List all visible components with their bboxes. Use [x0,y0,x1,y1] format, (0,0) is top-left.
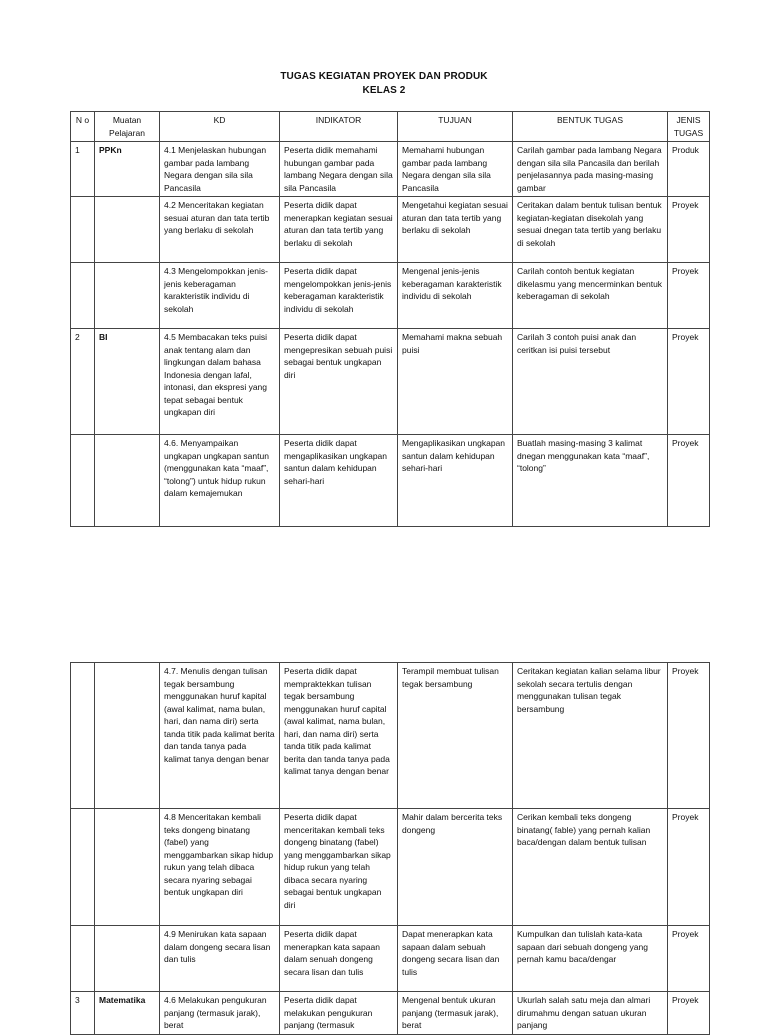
cell-no [71,263,95,329]
cell-no: 2 [71,329,95,435]
cell-kd: 4.6. Menyampaikan ungkapan ungkapan santun (menggunakan kata “maaf”, “tolong”) untuk hidup rukun dalam kemajemukan [160,435,280,527]
cell-bentuk-tugas: Cerikan kembali teks dongeng binatang( fable) yang pernah kalian baca/dengan dalam bentuk tulisan [513,809,668,926]
table-row [71,926,710,992]
table-row [71,663,710,809]
cell-muatan [95,809,160,926]
table-row [71,142,710,197]
cell-jenis-tugas: Proyek [668,663,710,809]
table-row [71,329,710,435]
header-tujuan: TUJUAN [398,112,513,142]
header-bentuk-tugas: BENTUK TUGAS [513,112,668,142]
table-row [71,435,710,527]
cell-muatan: BI [95,329,160,435]
cell-indikator: Peserta didik dapat mempraktekkan tulisan tegak bersambung menggunakan huruf capital (awal kalimat, nama bulan, hari, dan nama diri) serta tanda titik pada kalimat berita dan tanda tanya pada kalimat tanya dengan benar [280,663,398,809]
table-row [71,263,710,329]
cell-muatan [95,263,160,329]
cell-bentuk-tugas: Ceritakan dalam bentuk tulisan bentuk kegiatan-kegiatan disekolah yang sesuai dnegan tata tertib yang berlaku di sekolah [513,197,668,263]
cell-kd: 4.3 Mengelompokkan jenis-jenis keberagaman karakteristik individu di sekolah [160,263,280,329]
cell-kd: 4.2 Menceritakan kegiatan sesuai aturan dan tata tertib yang berlaku di sekolah [160,197,280,263]
cell-muatan [95,926,160,992]
header-no: N o [71,112,95,142]
cell-indikator: Peserta didik dapat melakukan pengukuran panjang (termasuk [280,992,398,1035]
cell-jenis-tugas: Proyek [668,263,710,329]
cell-kd: 4.8 Menceritakan kembali teks dongeng binatang (fabel) yang menggambarkan sikap hidup rukun yang telah dibaca secara nyaring sebagai bentuk ungkapan diri [160,809,280,926]
cell-tujuan: Memahami makna sebuah puisi [398,329,513,435]
cell-kd: 4.9 Menirukan kata sapaan dalam dongeng secara lisan dan tulis [160,926,280,992]
cell-tujuan: Terampil membuat tulisan tegak bersambung [398,663,513,809]
cell-muatan [95,663,160,809]
cell-jenis-tugas: Proyek [668,435,710,527]
cell-bentuk-tugas: Ceritakan kegiatan kalian selama libur sekolah secara tertulis dengan menggunakan tulisan tegak bersambung [513,663,668,809]
cell-muatan [95,197,160,263]
cell-jenis-tugas: Produk [668,142,710,197]
header-indikator: INDIKATOR [280,112,398,142]
cell-no: 3 [71,992,95,1035]
cell-indikator: Peserta didik dapat mengepresikan sebuah puisi sebagai bentuk ungkapan diri [280,329,398,435]
header-muatan: Muatan Pelajaran [95,112,160,142]
table-page-2 [70,662,710,1035]
cell-no [71,926,95,992]
cell-no [71,809,95,926]
cell-kd: 4.7. Menulis dengan tulisan tegak bersambung menggunakan huruf kapital (awal kalimat, nama bulan, hari, dan nama diri) serta tanda titik pada kalimat berita dan tanda tanya pada kalimat tanya dengan benar [160,663,280,809]
cell-bentuk-tugas: Carilah gambar pada lambang Negara dengan sila sila Pancasila dan berilah penjelasannya pada masing-masing gambar [513,142,668,197]
table-row [71,992,710,1035]
cell-kd: 4.1 Menjelaskan hubungan gambar pada lambang Negara dengan sila sila Pancasila [160,142,280,197]
table-row [71,197,710,263]
cell-bentuk-tugas: Ukurlah salah satu meja dan almari dirumahmu dengan satuan ukuran panjang [513,992,668,1035]
table-row [71,809,710,926]
cell-bentuk-tugas: Carilah 3 contoh puisi anak dan ceritkan isi puisi tersebut [513,329,668,435]
header-kd: KD [160,112,280,142]
cell-kd: 4.5 Membacakan teks puisi anak tentang alam dan lingkungan dalam bahasa Indonesia dengan lafal, intonasi, dan ekspresi yang tepat sebagai bentuk ungkapan diri [160,329,280,435]
cell-tujuan: Memahami hubungan gambar pada lambang Negara dengan sila sila Pancasila [398,142,513,197]
cell-tujuan: Mengenal jenis-jenis keberagaman karakteristik individu di sekolah [398,263,513,329]
cell-no [71,435,95,527]
cell-indikator: Peserta didik dapat mengelompokkan jenis-jenis keberagaman karakteristik individu di sekolah [280,263,398,329]
cell-muatan [95,435,160,527]
cell-muatan: PPKn [95,142,160,197]
cell-jenis-tugas: Proyek [668,992,710,1035]
cell-no [71,197,95,263]
cell-tujuan: Mahir dalam bercerita teks dongeng [398,809,513,926]
cell-jenis-tugas: Proyek [668,809,710,926]
cell-no [71,663,95,809]
cell-bentuk-tugas: Carilah contoh bentuk kegiatan dikelasmu yang mencerminkan bentuk keberagaman di sekolah [513,263,668,329]
cell-indikator: Peserta didik dapat menerapkan kegiatan sesuai aturan dan tata tertib yang berlaku di sekolah [280,197,398,263]
cell-bentuk-tugas: Buatlah masing-masing 3 kalimat dnegan menggunakan kata “maaf”, “tolong” [513,435,668,527]
table-header-row [71,112,710,142]
document-subtitle: KELAS 2 [362,85,406,96]
cell-jenis-tugas: Proyek [668,197,710,263]
cell-indikator: Peserta didik dapat mengaplikasikan ungkapan santun dalam kehidupan sehari-hari [280,435,398,527]
cell-tujuan: Mengetahui kegiatan sesuai aturan dan tata tertib yang berlaku di sekolah [398,197,513,263]
cell-indikator: Peserta didik memahami hubungan gambar pada lambang Negara dengan sila sila Pancasila [280,142,398,197]
table-page-1 [70,111,710,527]
cell-muatan: Matematika [95,992,160,1035]
cell-indikator: Peserta didik dapat menerapkan kata sapaan dalam senuah dongeng secara lisan dan tulis [280,926,398,992]
header-jenis-tugas: JENIS TUGAS [668,112,710,142]
cell-kd: 4.6 Melakukan pengukuran panjang (termasuk jarak), berat [160,992,280,1035]
cell-tujuan: Mengaplikasikan ungkapan santun dalam kehidupan sehari-hari [398,435,513,527]
cell-no: 1 [71,142,95,197]
cell-jenis-tugas: Proyek [668,329,710,435]
cell-jenis-tugas: Proyek [668,926,710,992]
cell-bentuk-tugas: Kumpulkan dan tulislah kata-kata sapaan dari sebuah dongeng yang pernah kamu baca/dengar [513,926,668,992]
cell-tujuan: Mengenal bentuk ukuran panjang (termasuk jarak), berat [398,992,513,1035]
document-title: TUGAS KEGIATAN PROYEK DAN PRODUK [280,71,488,82]
cell-tujuan: Dapat menerapkan kata sapaan dalam sebuah dongeng secara lisan dan tulis [398,926,513,992]
cell-indikator: Peserta didik dapat menceritakan kembali teks dongeng binatang (fabel) yang menggambarkan sikap hidup rukun yang telah dibaca secara nyaring sebagai bentuk ungkapan diri [280,809,398,926]
